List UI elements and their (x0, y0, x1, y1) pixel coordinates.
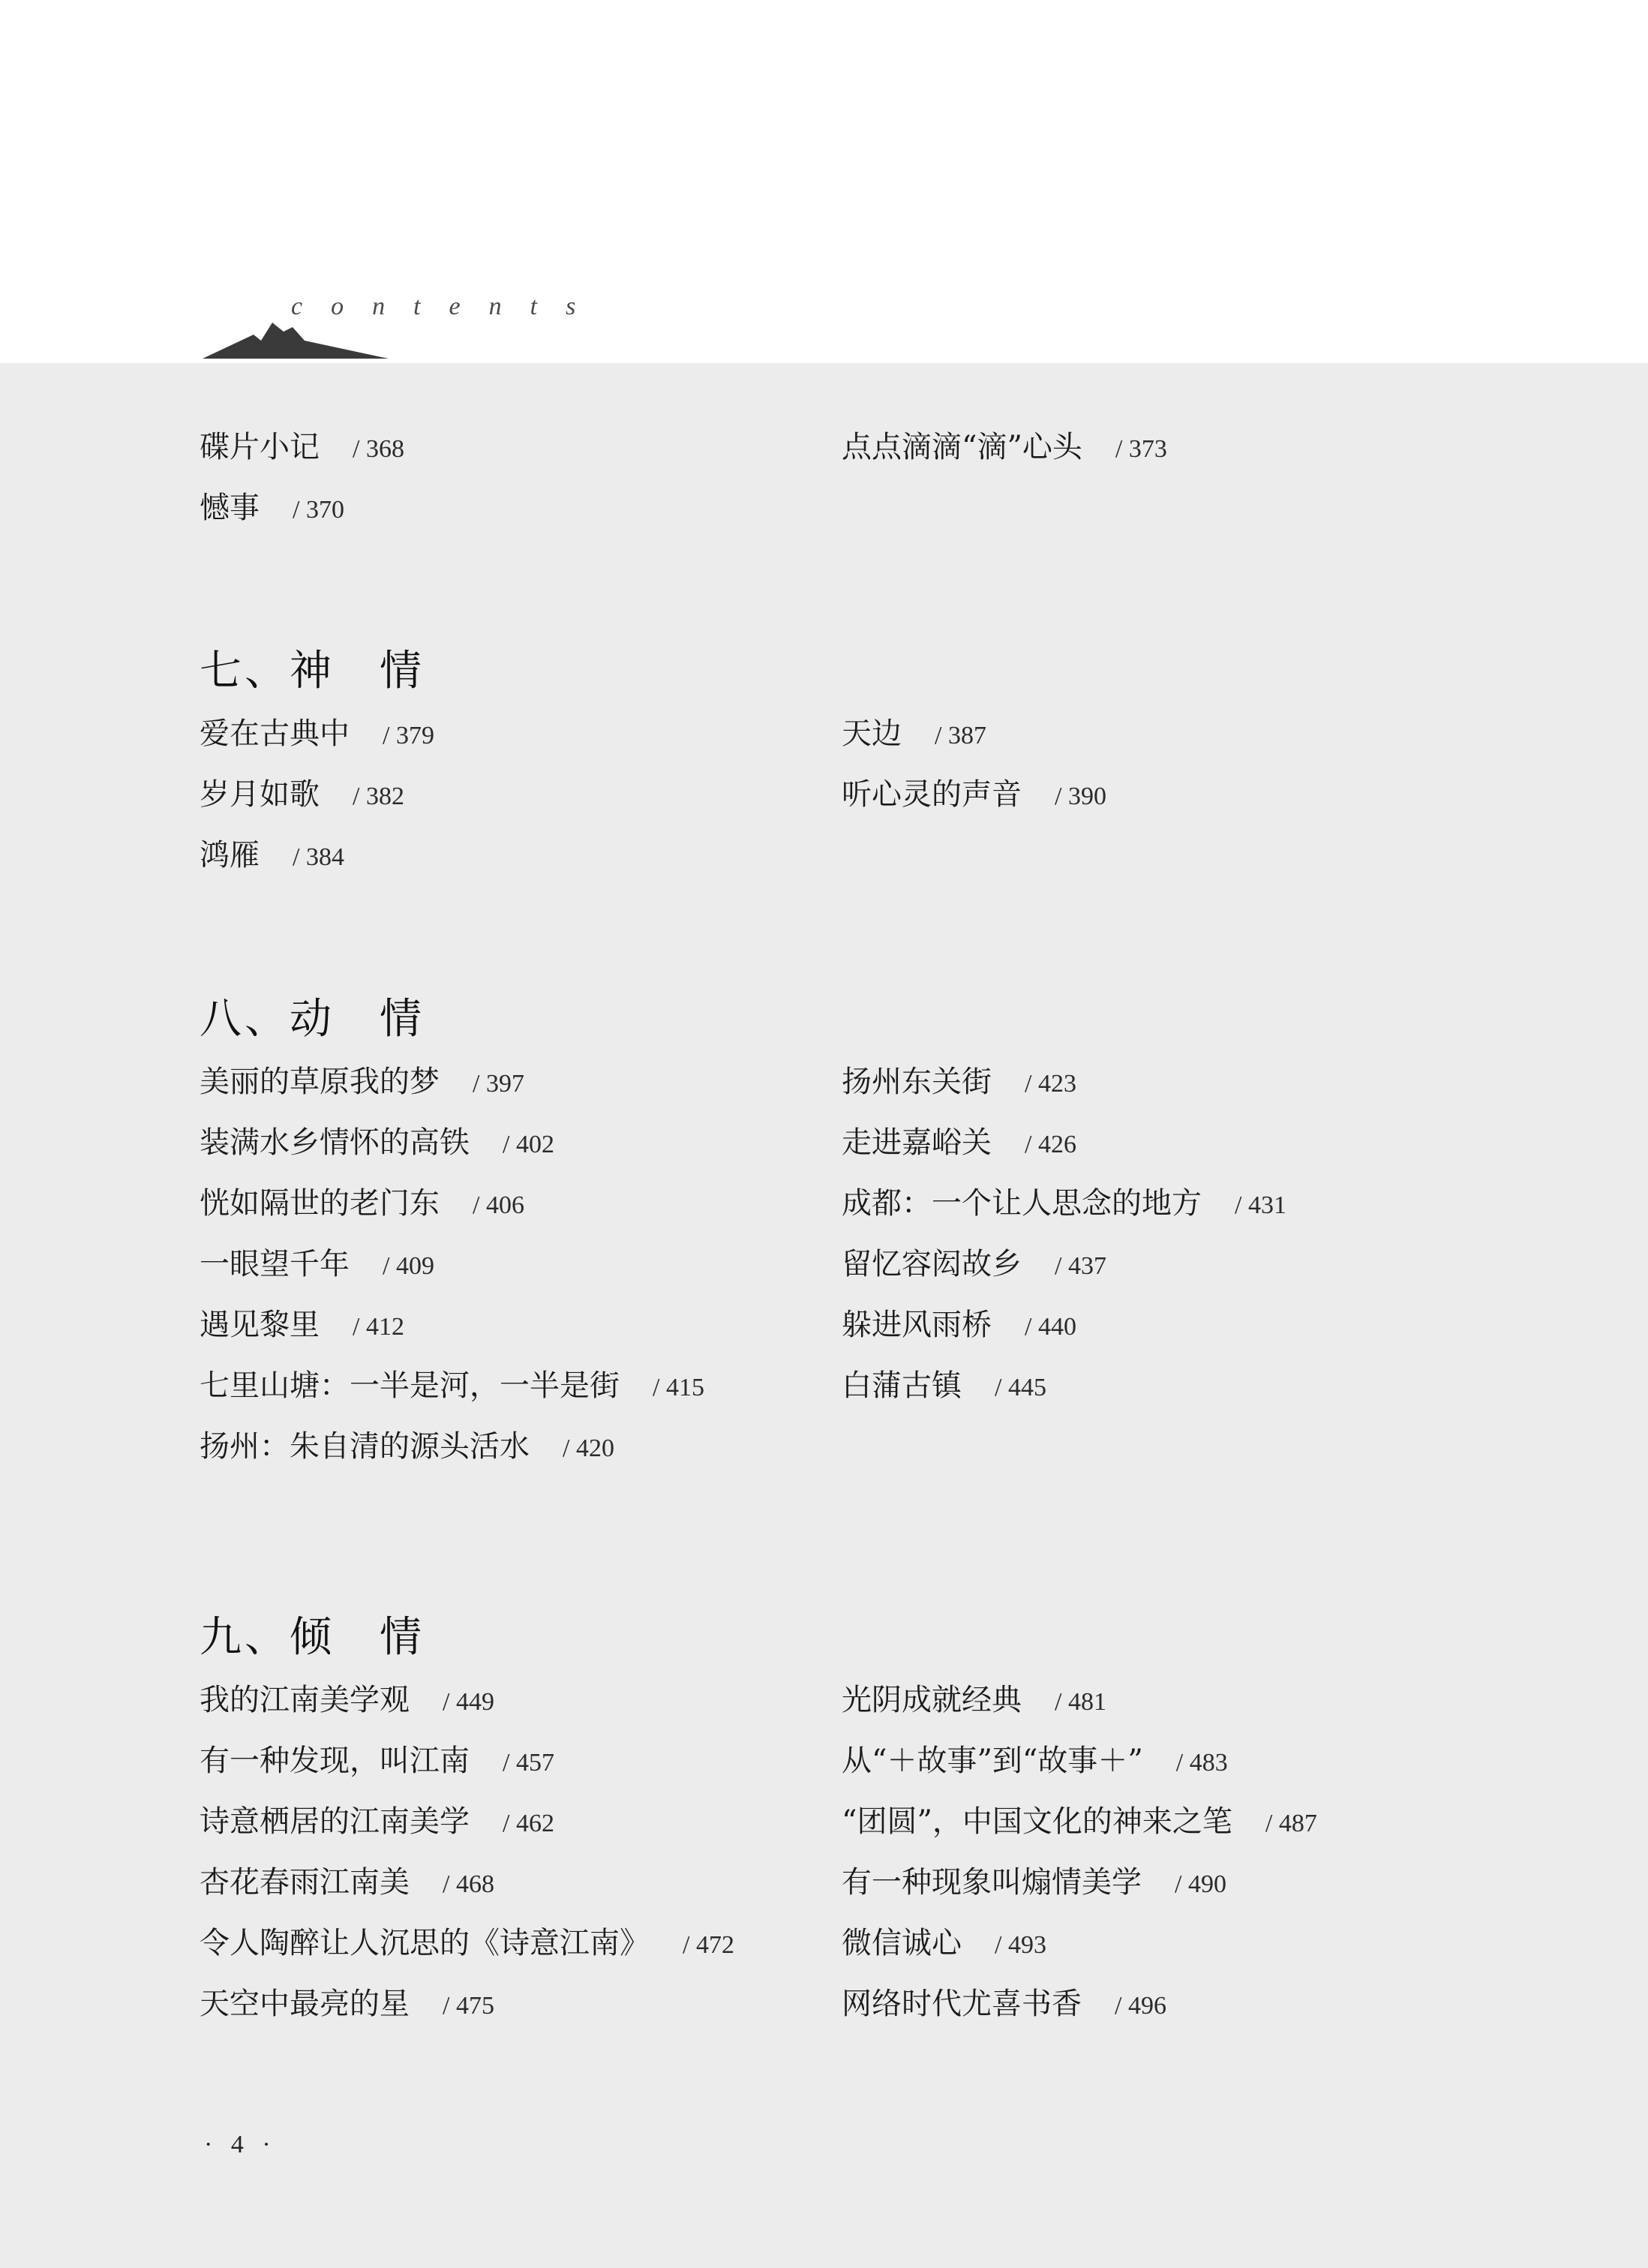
toc-entry[interactable] (200, 833, 815, 894)
toc-entry[interactable] (200, 1120, 815, 1181)
entry-page: / 397 (473, 1070, 524, 1098)
section-title: 七、神 情 (200, 647, 425, 695)
page-number: · 4 · (204, 2131, 277, 2158)
toc-entry[interactable] (842, 1242, 1457, 1302)
entry-page: / 415 (653, 1374, 704, 1401)
entry-title: 憾事 (200, 491, 260, 525)
entry-page: / 406 (473, 1191, 524, 1219)
entry-page: / 387 (935, 722, 986, 749)
toc-entry[interactable] (842, 1059, 1457, 1120)
entry-page: / 437 (1055, 1252, 1106, 1280)
entry-page: / 462 (503, 1810, 554, 1837)
entry-page: / 382 (353, 783, 404, 810)
entry-title: 有一种发现，叫江南 (200, 1744, 470, 1778)
toc-entry[interactable] (200, 1738, 815, 1799)
entry-page: / 402 (503, 1131, 554, 1158)
entry-title: 七里山塘：一半是河，一半是街 (200, 1368, 620, 1403)
entry-title: 装满水乡情怀的高铁 (200, 1125, 470, 1160)
entry-page: / 440 (1025, 1313, 1076, 1341)
entry-page: / 423 (1025, 1070, 1076, 1098)
entry-title: 杏花春雨江南美 (200, 1865, 410, 1900)
toc-entry[interactable] (842, 1738, 1457, 1799)
entry-title: 微信诚心 (842, 1926, 962, 1960)
toc-entry[interactable] (200, 772, 815, 833)
toc-entry[interactable] (200, 1921, 815, 1981)
entry-title: 网络时代尤喜书香 (842, 1987, 1082, 2021)
entry-page: / 426 (1025, 1131, 1076, 1158)
entry-page: / 384 (293, 843, 344, 871)
toc-entry[interactable] (200, 1799, 815, 1860)
entry-title: 爱在古典中 (200, 716, 350, 751)
toc-entry[interactable] (200, 1981, 815, 2042)
entry-page: / 412 (353, 1313, 404, 1341)
contents-header (201, 285, 801, 360)
contents-word: contents (291, 293, 605, 320)
entry-page: / 379 (383, 722, 434, 749)
entry-page: / 481 (1055, 1688, 1106, 1716)
entry-title: 鸿雁 (200, 838, 260, 873)
toc-entry[interactable] (200, 1242, 815, 1302)
entry-title: 走进嘉峪关 (842, 1125, 992, 1160)
toc-entry[interactable] (842, 1921, 1457, 1981)
toc-entry[interactable] (842, 772, 1457, 833)
entry-page: / 490 (1175, 1870, 1226, 1898)
entry-page: / 409 (383, 1252, 434, 1280)
entry-title: 扬州：朱自清的源头活水 (200, 1429, 530, 1464)
entry-page: / 368 (353, 435, 404, 463)
entry-title: 遇见黎里 (200, 1308, 320, 1342)
entry-page: / 370 (293, 496, 344, 524)
toc-entry[interactable] (842, 1120, 1457, 1181)
toc-entry[interactable] (200, 1302, 815, 1363)
toc-entry[interactable] (842, 711, 1457, 772)
entry-page: / 449 (443, 1688, 494, 1716)
entry-title: 扬州东关街 (842, 1065, 992, 1099)
toc-column-right (842, 425, 1457, 485)
section-title: 九、倾 情 (200, 1613, 425, 1662)
toc-entry[interactable] (842, 1363, 1457, 1424)
entry-title: “团圆”，中国文化的神来之笔 (842, 1804, 1232, 1839)
entry-title: 听心灵的声音 (842, 777, 1022, 812)
entry-title: 成都：一个让人思念的地方 (842, 1186, 1202, 1221)
entry-page: / 468 (443, 1870, 494, 1898)
entry-page: / 431 (1235, 1191, 1286, 1219)
entry-title: 美丽的草原我的梦 (200, 1065, 440, 1099)
entry-page: / 475 (443, 1992, 494, 2020)
entry-page: / 373 (1115, 435, 1167, 463)
entry-title: 天边 (842, 716, 902, 751)
toc-column-left (200, 425, 815, 546)
entry-page: / 493 (995, 1931, 1046, 1959)
toc-column-left (200, 1678, 815, 2042)
entry-page: / 487 (1265, 1810, 1317, 1837)
entry-title: 恍如隔世的老门东 (200, 1186, 440, 1221)
toc-column-right (842, 711, 1457, 833)
entry-title: 光阴成就经典 (842, 1683, 1022, 1717)
section-title: 八、动 情 (200, 995, 425, 1044)
toc-entry[interactable] (842, 1181, 1457, 1242)
entry-page: / 445 (995, 1374, 1046, 1401)
entry-title: 有一种现象叫煽情美学 (842, 1865, 1142, 1900)
toc-entry[interactable] (200, 1181, 815, 1242)
entry-title: 岁月如歌 (200, 777, 320, 812)
entry-page: / 472 (683, 1931, 734, 1959)
toc-entry[interactable] (842, 1678, 1457, 1738)
entry-title: 点点滴滴“滴”心头 (842, 430, 1082, 464)
toc-entry[interactable] (842, 425, 1457, 485)
entry-page: / 496 (1115, 1992, 1166, 2020)
toc-column-right (842, 1059, 1457, 1424)
entry-title: 令人陶醉让人沉思的《诗意江南》 (200, 1926, 650, 1960)
entry-title: 留忆容闳故乡 (842, 1247, 1022, 1281)
entry-title: 我的江南美学观 (200, 1683, 410, 1717)
entry-page: / 483 (1175, 1749, 1228, 1777)
toc-entry[interactable] (842, 1860, 1457, 1921)
entry-title: 躲进风雨桥 (842, 1308, 992, 1342)
toc-entry[interactable] (842, 1302, 1457, 1363)
entry-page: / 420 (563, 1434, 614, 1462)
toc-column-left (200, 711, 815, 894)
toc-entry[interactable] (200, 1678, 815, 1738)
entry-title: 一眼望千年 (200, 1247, 350, 1281)
entry-title: 白蒲古镇 (842, 1368, 962, 1403)
entry-title: 碟片小记 (200, 430, 320, 464)
page-header-area (0, 0, 1648, 363)
toc-entry[interactable] (200, 711, 815, 772)
toc-entry[interactable] (200, 1363, 815, 1424)
toc-column-left (200, 1059, 815, 1485)
toc-entry[interactable] (200, 1059, 815, 1120)
entry-title: 诗意栖居的江南美学 (200, 1804, 470, 1839)
toc-entry[interactable] (200, 1424, 815, 1485)
entry-title: 从“＋故事”到“故事＋” (842, 1744, 1143, 1778)
toc-entry[interactable] (842, 1981, 1457, 2042)
toc-entry[interactable] (200, 1860, 815, 1921)
entry-title: 天空中最亮的星 (200, 1987, 410, 2021)
toc-entry[interactable] (200, 485, 815, 546)
toc-entry[interactable] (842, 1799, 1457, 1860)
entry-page: / 457 (503, 1749, 554, 1777)
toc-entry[interactable] (200, 425, 815, 485)
entry-page: / 390 (1055, 783, 1106, 810)
toc-column-right (842, 1678, 1457, 2042)
